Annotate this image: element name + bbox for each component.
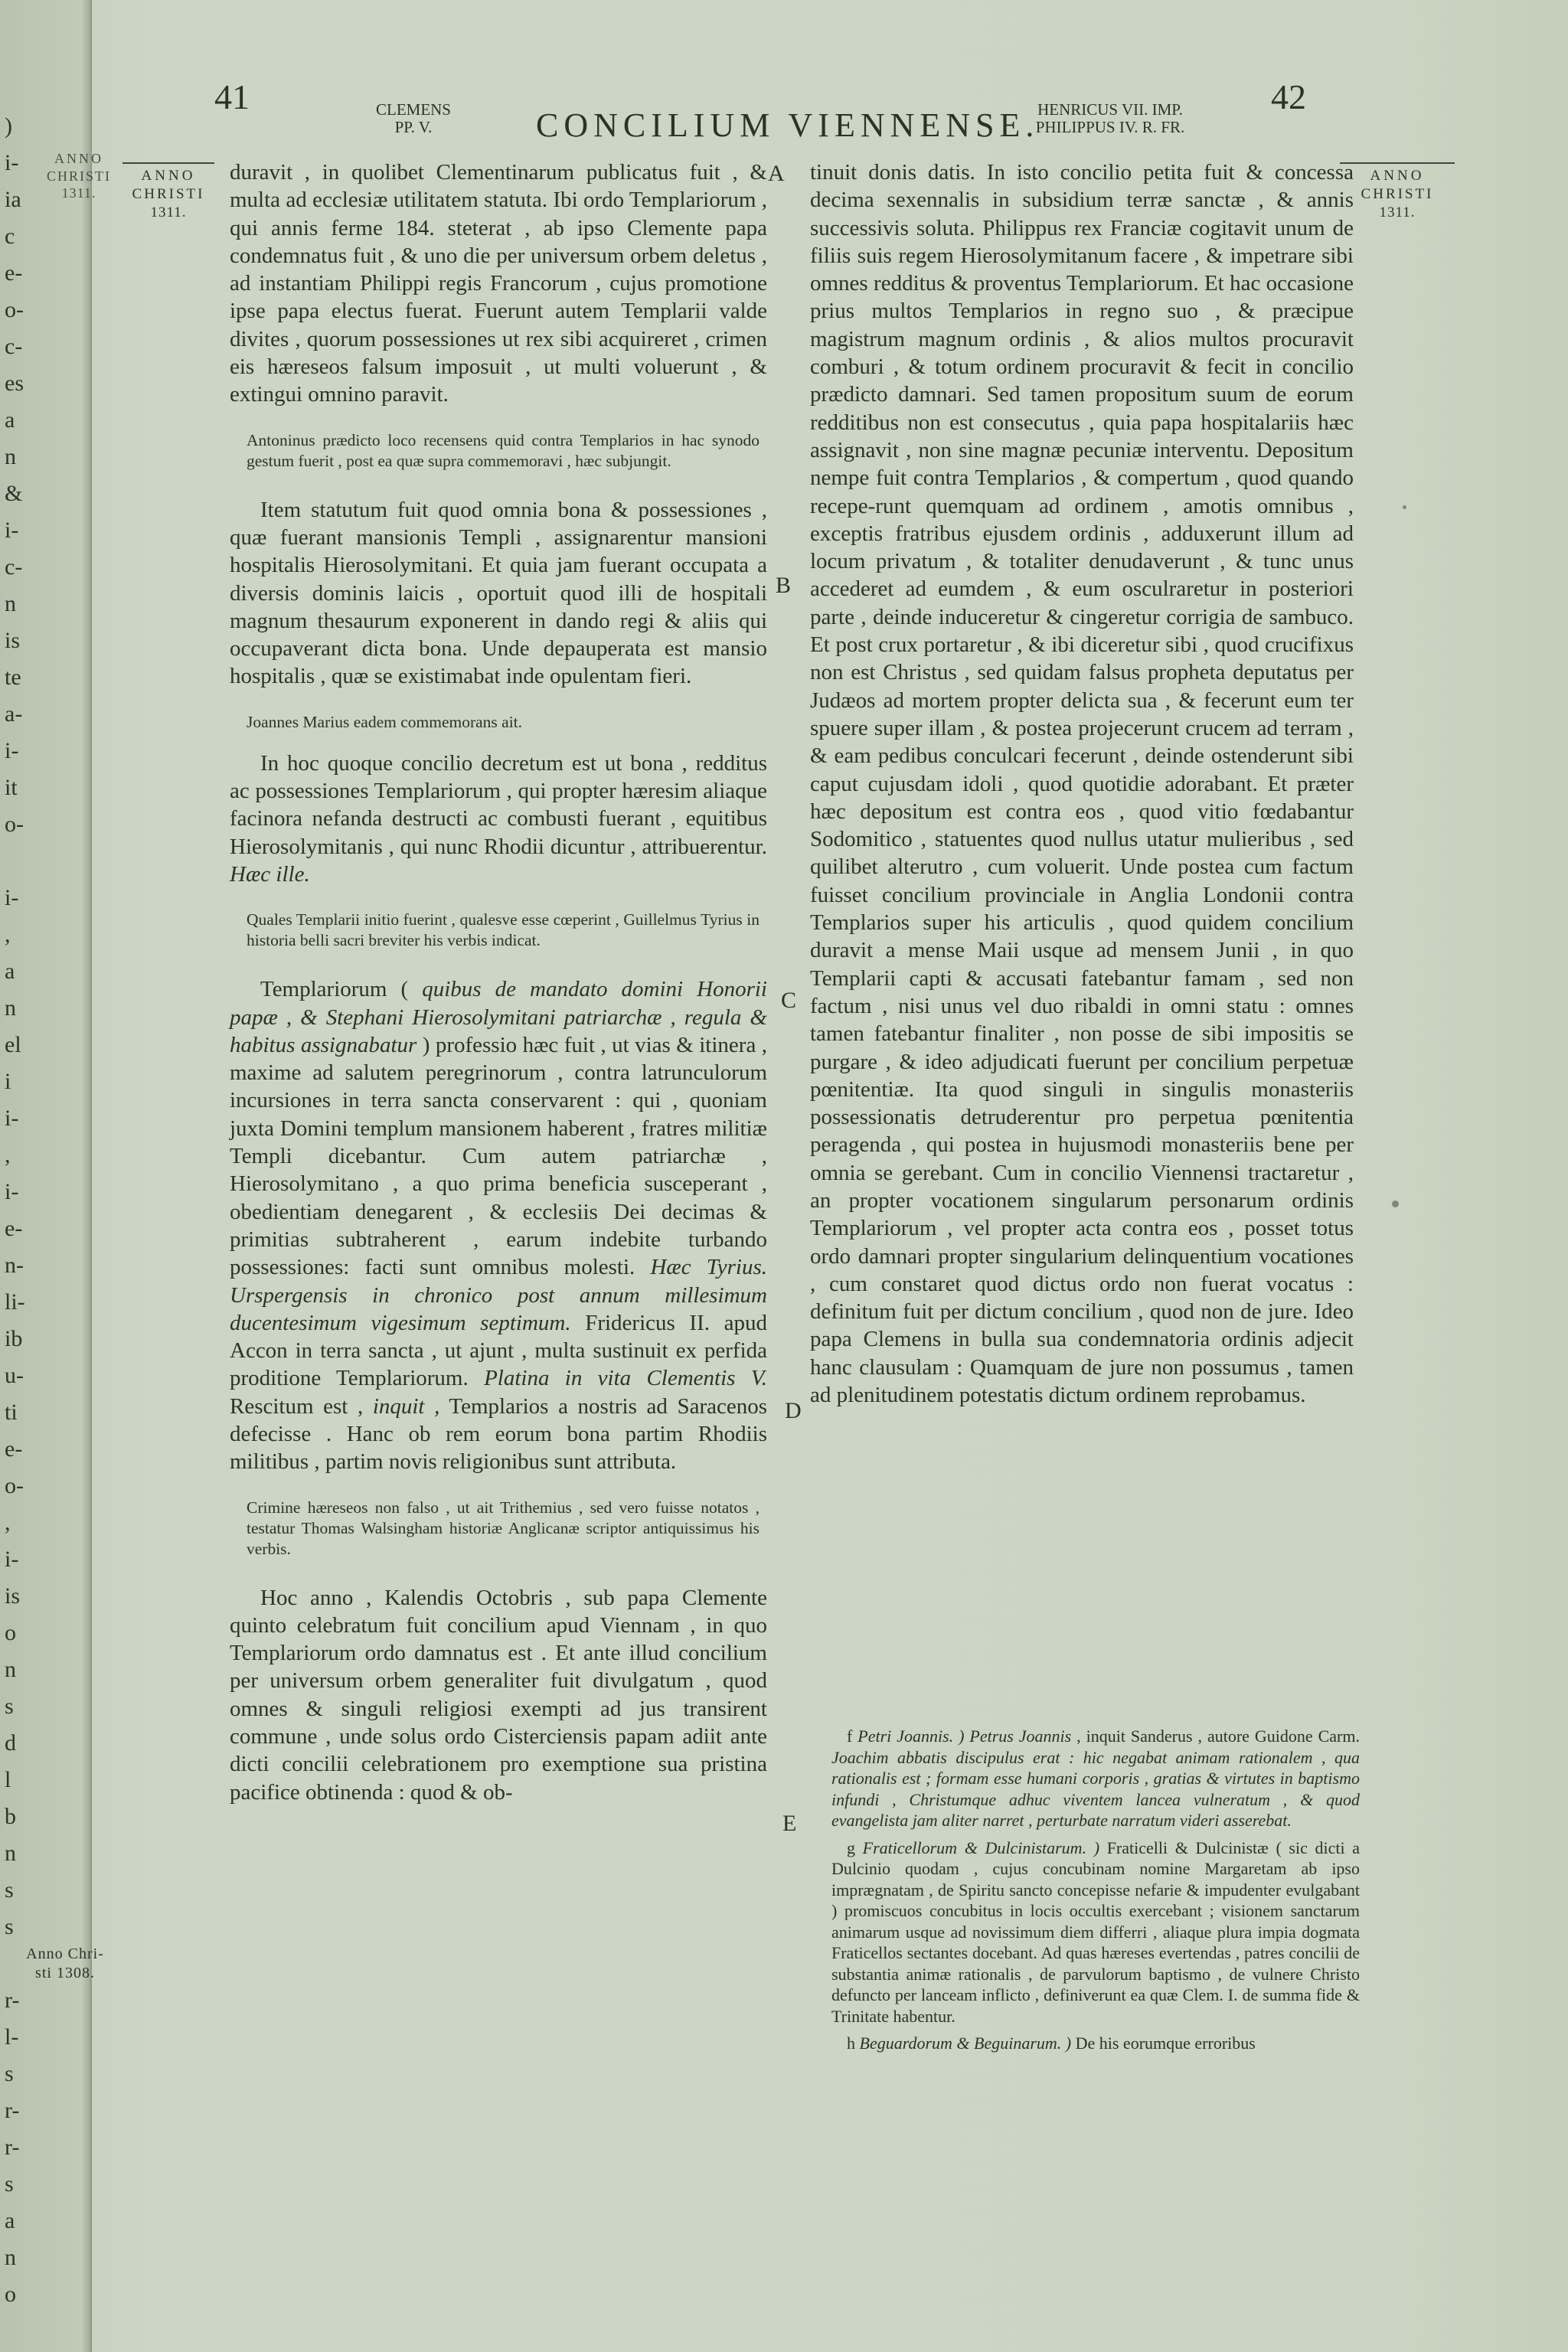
previous-page-fragment: c-: [5, 334, 23, 359]
previous-page-fragment: a: [5, 407, 15, 433]
footnote-g: g Fraticellorum & Dulcinistarum. ) Fraticelli & Dulcinistæ ( sic dicti a Dulcinio quodam , cujus concubinam nomine Margaretam ab ipso imprægnatam , de Spiritu sancto concepisse nefarie & impudenter evulgabant ) promiscuos concubitus in locis occultis exercebant ; visionem sanctarum animarum usque ad novissimum diem differri , aliaque plura impia dogmata Fraticellos sectantes docebant. Ad quas hæreses evertendas , patres concilii de substantia animæ rationalis , de parvulorum baptismo , de vulnere Christo defuncto per lanceam inflicto , definiverunt ea quæ Clem. I. de summa fide & Trinitate habentur.: [831, 1838, 1361, 2026]
right-running-head: HENRICUS VII. IMP. PHILIPPUS IV. R. FR.: [1035, 100, 1185, 137]
note-paragraph: Joannes Marius eadem commemorans ait.: [247, 712, 523, 731]
section-letter-a: A: [768, 161, 785, 186]
left-margin-year: ANNO CHRISTI 1311.: [122, 162, 214, 221]
previous-page-fragment: n: [5, 591, 16, 616]
left-margin-year-prev: ANNO CHRISTI 1311.: [46, 151, 111, 201]
previous-page-fragment: o-: [5, 1473, 24, 1498]
right-page-number: 42: [1271, 77, 1306, 116]
previous-page-fragment: a: [5, 959, 15, 984]
previous-page-fragment: u-: [5, 1363, 24, 1388]
left-page-number: 41: [214, 77, 250, 116]
previous-page-fragment: i-: [5, 1547, 19, 1572]
paragraph: In hoc quoque concilio decretum est ut bona , redditus ac possessiones Templariorum , qui propter hæresim aliaque facinora nefanda destructi ac combusti fuerant , equitibus Hierosolymitanis , qui nunc Rhodii dicuntur , attribuerentur. Hæc ille.: [230, 750, 767, 887]
previous-page-fragment: b: [5, 1804, 16, 1829]
footnotes: [831, 1726, 1360, 2060]
previous-page-fragment: l-: [5, 2024, 19, 2050]
right-margin-year: ANNO CHRISTI 1311.: [1340, 162, 1455, 221]
previous-page-fragment: n: [5, 1841, 16, 1866]
right-column: [810, 158, 1354, 1430]
paragraph: Templariorum ( quibus de mandato domini Honorii papæ , & Stephani Hierosolymitani patriarchæ , regula & habitus assignabatur ) professio hæc fuit , ut vias & itinera , maxime ad salutem peregrinorum , contra latrunculorum incursiones in terra sancta conservarent : qui , quoniam juxta Domini templum mansionem haberent , fratres militiæ Templi dicebantur. Cum autem patriarchæ , Hierosolymitano , a quo prima beneficia susceperant , obedientiam denegarent , & ecclesiis Dei decimas & primitias subtraherent , earum indebite turbando possessiones: facti sunt omnibus molesti. Hæc Tyrius. Urspergensis in chronico post annum millesimum ducentesimum vigesimum septimum. Fridericus II. apud Accon in terra sancta , ut ajunt , multa sustinuit ex perfida proditione Templariorum. Platina in vita Clementis V. Rescitum est , inquit , Templarios a nostris ad Saracenos defecisse . Hanc ob rem eorum bona partim Rhodiis militibus , partim novis religionibus sunt attributa.: [230, 977, 768, 1475]
previous-page-fragment: ,: [5, 1510, 11, 1535]
previous-page-fragment: s: [5, 2171, 14, 2197]
page-title: CONCILIUM VIENNENSE.: [536, 106, 1040, 144]
previous-page-fragment: it: [5, 775, 18, 800]
note-paragraph: Crimine hæreseos non falso , ut ait Trithemius , sed vero fuisse notatos , testatur Thomas Walsingham historiæ Anglicanæ scriptor antiquissimus his verbis.: [247, 1498, 760, 1558]
previous-page-fragment: i-: [5, 150, 19, 175]
previous-page-fragment: o: [5, 1620, 16, 1645]
footnote-f: f Petri Joannis. ) Petrus Joannis , inquit Sanderus , autore Guidone Carm. Joachim abbatis discipulus erat : hic negabat animam rationalem , qua rationalis est ; formam esse humani corporis , gratias & virtutes in baptismo infundi , Christumque adhuc viventem lancea vulneratum , & quod evangelista jam aliter narret , perturbate narratum videri asserebat.: [831, 1726, 1360, 1830]
previous-page-fragment: &: [5, 481, 23, 506]
previous-page-fragment: i-: [5, 738, 19, 763]
section-letter-d: D: [785, 1398, 802, 1423]
previous-page-fragment: o: [5, 2282, 16, 2307]
previous-page-fragment: s: [5, 1694, 14, 1719]
previous-page-fragment: l: [5, 1767, 11, 1792]
paragraph: Item statutum fuit quod omnia bona & possessiones , quæ fuerant mansionis Templi , assignarentur mansioni hospitalis Hierosolymitani. Et quia jam fuerant occupata a diversis dominis laicis , oportuit quod illi de hospitali magnum thesaurum exponerent in dando regi & aliis qui occupaverant dicta bona. Unde depauperata est mansio hospitalis , quæ se existimabat inde opulentam fieri.: [230, 497, 767, 689]
previous-page-fragment: n: [5, 444, 16, 469]
paragraph: tinuit donis datis. In isto concilio petita fuit & concessa decima sexennalis in subsidium terræ sanctæ , & annis successivis soluta. Philippus rex Franciæ cogitavit unum de filiis suis regem Hierosolymitanum facere , & impetrare sibi omnes redditus & proventus Templariorum. Et hac occasione prius multos Templarios in regno suo , & præcipue magistrum magnum ordinis , & alios multos procuravit comburi , & totum ordinem procuravit & fecit in concilio prædicto damnari. Sed tamen propositum suum de eorum redditibus non est consecutus , quia papa hospitalariis hæc assignavit , non sine magnæ pecuniæ interventu. Depositum nempe fuit contra Templarios , & compertum , quod quando recepe-runt quemquam ad ordinem , amotis omnibus , exceptis fratribus ejusdem ordinis , adduxerunt illum ad locum privatum , & totaliter denudaverunt , & tunc unus accederet ad eumdem , & eum osculraretur in posteriori parte , deinde induceretur & cingeretur corrigia de sambuco. Et post crux portaretur , & ibi diceretur sibi , quod crucifixus non est Christus , sed quidam falsus propheta deputatus per Judæos ad mortem propter delicta sua , & fecerunt eum ter spuere super illam , & postea projecerunt crucem ad terram , & eam pedibus conculcari fecerunt , deinde ostenderunt sibi caput cujusdam idoli , quod quotidie adorabant. Et præter hæc depositum est contra eos , quod vitio fœdabantur Sodomitico , statuentes quod nullus utatur mulieribus , sed quilibet alterutro , cum voluerit. Unde postea cum factum fuisset concilium provinciale in Anglia Londonii contra Templarios super his articulis , quod quidem concilium duravit a mense Maii usque ad mensem Junii , in quo Templarii capti & accusati fatebantur famam , sed non factum , nisi unus vel duo ribaldi in omni statu : omnes tamen fatebantur finaliter , non posse de sibi impositis se purgare , & ideo adjudicati fuerunt per concilium perpetuæ pœnitentiæ. Ita quod singuli in singulis monasteriis possessionatis detruderentur pro perpetua pœnitentia peragenda , qui postea in hujusmodi monasteriis bene per omnia se gerebant. Cum in concilio Viennensi tractaretur , an propter vocationem singularum personarum ordinis Templariorum , vel propter acta contra eos , posset totus ordo damnari propter singularium delinquentium vocationes , cum constaret quod dictus ordo non fuerat vocatus : definitum fuit per dictum concilium , quod non de jure. Ideo papa Clemens in bulla sua condemnatoria ordinis adjecit hanc clausulam : Quamquam de jure non possumus , tamen ad plenitudinem potestatis dictum ordinem reprobamus.: [810, 160, 1354, 1408]
previous-page-fragment: ti: [5, 1400, 18, 1425]
previous-page-fragment: i-: [5, 518, 19, 543]
ink-spot: [1392, 1200, 1399, 1207]
previous-page-fragment: i: [5, 1069, 11, 1094]
previous-page-fragment: s: [5, 2061, 14, 2086]
previous-page-fragment: e-: [5, 1436, 23, 1462]
previous-page-fragment: c: [5, 224, 15, 249]
previous-page-fragment: n-: [5, 1253, 24, 1278]
previous-page-fragment: ia: [5, 187, 21, 212]
note-paragraph: Quales Templarii initio fuerint , qualesve esse cœperint , Guillelmus Tyrius in historia belli sacri breviter his verbis indicat.: [247, 910, 760, 950]
previous-page-fragment: c-: [5, 554, 23, 580]
previous-page-fragment: n: [5, 995, 16, 1021]
previous-page-fragment: ,: [5, 922, 11, 947]
section-letter-e: E: [782, 1811, 797, 1836]
ink-spot: [1403, 505, 1406, 509]
previous-page-fragment: n: [5, 1657, 16, 1682]
section-letter-c: C: [781, 988, 797, 1013]
previous-page-fragment: e-: [5, 1216, 23, 1241]
previous-page-fragment: li-: [5, 1289, 25, 1315]
previous-page-fragment: r-: [5, 1988, 20, 2013]
previous-page-fragment: a: [5, 2208, 15, 2233]
previous-page-fragment: o-: [5, 812, 24, 837]
previous-page-fragment: d: [5, 1730, 16, 1756]
previous-page-fragment: el: [5, 1032, 21, 1057]
previous-page-fragment: ): [5, 113, 12, 139]
footnote-h: h Beguardorum & Beguinarum. ) De his eorumque erroribus: [847, 2034, 1256, 2053]
previous-page-fragment: e-: [5, 260, 23, 286]
previous-page-fragment: r-: [5, 2135, 20, 2160]
previous-page-fragment: s: [5, 1877, 14, 1903]
previous-page-fragment: a-: [5, 701, 23, 727]
note-paragraph: Antoninus prædicto loco recensens quid contra Templarios in hac synodo gestum fuerit , post ea quæ supra commemoravi , hæc subjungit.: [247, 430, 760, 470]
previous-page-fragment: ib: [5, 1326, 23, 1351]
previous-page-fragment: ,: [5, 1142, 11, 1168]
previous-page-fragment: is: [5, 628, 21, 653]
previous-page-fragment: s: [5, 1914, 14, 1939]
paragraph: duravit , in quolibet Clementinarum publicatus fuit , & multa ad ecclesiæ utilitatem statuta. Ibi ordo Templariorum , qui annis ferme 184. steterat , ab ipso Clemente papa condemnatus fuit , & uno die per universum orbem deletus , ad instantiam Philippi regis Francorum , cujus promotione ipse papa electus fuerat. Fuerunt autem Templarii valde divites , quorum possessiones ut rex sibi acquireret , crimen eis hæreseos falsum imposuit , ut multi voluerunt , & extingui omnino paravit.: [230, 160, 767, 407]
previous-page-edge: [0, 0, 92, 2352]
previous-page-fragment: is: [5, 1583, 21, 1609]
previous-page-fragment: r-: [5, 2098, 20, 2123]
previous-page-fragment: i-: [5, 1179, 19, 1204]
previous-page-fragment: i-: [5, 885, 19, 910]
previous-page-fragment: te: [5, 665, 21, 690]
section-letter-b: B: [776, 573, 792, 598]
previous-page-fragment: o-: [5, 297, 24, 322]
previous-page-fragment: es: [5, 371, 24, 396]
previous-page-margin-note: Anno Chri- sti 1308.: [26, 1945, 104, 1981]
previous-page-fragment: n: [5, 2245, 16, 2270]
left-running-head: CLEMENS PP. V.: [375, 100, 451, 137]
left-column: [230, 158, 767, 1828]
previous-page-fragment: i-: [5, 1106, 19, 1131]
paragraph: Hoc anno , Kalendis Octobris , sub papa Clemente quinto celebratum fuit concilium apud Viennam , in quo Templariorum ordo damnatus est . Et ante illud concilium per universum orbem generaliter fuit divulgatum , quod omnes & singuli religiosi exempti ad jus transirent commune , unde solus ordo Cisterciensis papam adiit ante dicti concilii celebrationem pro exemptione sua pristina pacifice obtinenda : quod & ob-: [230, 1585, 767, 1805]
